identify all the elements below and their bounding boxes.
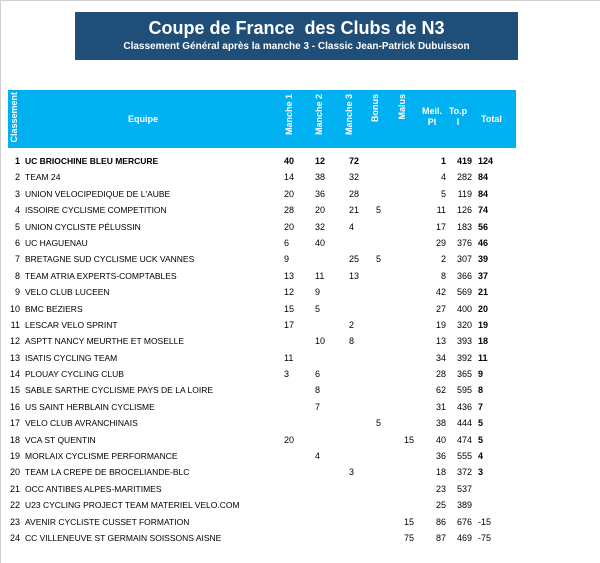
meilleur-place-cell: 34 (435, 352, 446, 363)
manche-1-cell: 20 (284, 188, 295, 199)
total-cell: 5 (478, 418, 484, 429)
meilleur-place-cell: 27 (435, 303, 446, 314)
table-row (8, 251, 516, 267)
team-cell: VCA ST QUENTIN (25, 434, 96, 445)
team-cell: BMC BEZIERS (25, 303, 83, 314)
title-banner (75, 12, 518, 60)
top-place-cell: 320 (456, 319, 472, 330)
manche-3-cell: 72 (349, 156, 360, 166)
top-place-cell: 444 (456, 418, 472, 429)
header-total: Total (481, 114, 502, 124)
team-cell: BRETAGNE SUD CYCLISME UCK VANNES (25, 254, 195, 265)
meilleur-place-cell: 87 (435, 532, 446, 543)
top-place-cell: 555 (456, 451, 472, 462)
meilleur-place-cell: 42 (435, 287, 446, 298)
manche-1-cell: 3 (284, 369, 290, 380)
manche-1-cell: 15 (284, 303, 295, 314)
manche-2-cell: 40 (315, 237, 326, 248)
manche-3-cell: 32 (349, 172, 360, 183)
rank-cell: 14 (9, 369, 20, 380)
header-manche-1: Manche 1 (284, 94, 294, 136)
top-place-cell: 376 (456, 237, 472, 248)
team-cell: U23 CYCLING PROJECT TEAM MATERIEL VELO.COM (25, 500, 240, 511)
bonus-cell: 5 (376, 418, 382, 429)
total-cell: 20 (478, 303, 489, 314)
team-cell: ISSOIRE CYCLISME COMPETITION (25, 205, 167, 216)
rank-cell: 21 (9, 483, 20, 494)
rank-cell: 7 (14, 254, 20, 265)
manche-2-cell: 32 (315, 221, 326, 232)
team-cell: US SAINT HERBLAIN CYCLISME (25, 401, 155, 412)
manche-2-cell: 38 (315, 172, 326, 183)
table-row (8, 464, 516, 480)
table-row (8, 497, 516, 513)
team-cell: CC VILLENEUVE ST GERMAIN SOISSONS AISNE (25, 532, 222, 543)
team-cell: TEAM ATRIA EXPERTS-COMPTABLES (25, 270, 177, 281)
manche-1-cell: 11 (284, 352, 294, 363)
top-place-cell: 419 (456, 156, 472, 166)
team-cell: TEAM LA CREPE DE BROCELIANDE-BLC (25, 467, 190, 478)
rank-cell: 2 (14, 172, 20, 183)
total-cell: 7 (478, 401, 484, 412)
rank-cell: 5 (14, 221, 20, 232)
rank-cell: 20 (9, 467, 20, 478)
total-cell: 18 (478, 336, 489, 347)
table-row (8, 399, 516, 415)
team-cell: UC HAGUENAU (25, 237, 88, 248)
malus-cell: 15 (403, 434, 414, 445)
meilleur-place-cell: 40 (435, 434, 446, 445)
top-place-cell: 537 (456, 483, 472, 494)
table-row (8, 333, 516, 349)
meilleur-place-cell: 17 (435, 221, 446, 232)
team-cell: OCC ANTIBES ALPES-MARITIMES (25, 483, 162, 494)
header-meil-line2: Pl (427, 117, 437, 127)
header-top-place (448, 106, 468, 128)
rank-cell: 8 (14, 270, 20, 281)
rank-cell: 9 (14, 287, 20, 298)
rank-cell: 10 (9, 303, 20, 314)
top-place-cell: 474 (456, 434, 472, 445)
header-malus: Malus (397, 94, 407, 120)
header-manche-2: Manche 2 (314, 94, 324, 136)
manche-1-cell: 12 (284, 287, 295, 298)
meilleur-place-cell: 31 (435, 401, 446, 412)
total-cell: 11 (478, 352, 488, 363)
header-equipe: Equipe (128, 114, 159, 124)
total-cell: 84 (478, 188, 489, 199)
table-header (8, 90, 516, 148)
meilleur-place-cell: 25 (435, 500, 446, 511)
top-place-cell: 282 (456, 172, 472, 183)
top-place-cell: 365 (456, 369, 472, 380)
header-classement: Classement (9, 92, 19, 143)
table-row (8, 317, 516, 333)
total-cell: 37 (478, 270, 489, 281)
meilleur-place-cell: 5 (440, 188, 446, 199)
manche-2-cell: 8 (315, 385, 321, 396)
manche-2-cell: 12 (315, 156, 326, 166)
team-cell: MORLAIX CYCLISME PERFORMANCE (25, 451, 178, 462)
manche-1-cell: 6 (284, 237, 290, 248)
rank-cell: 23 (9, 516, 20, 527)
table-row (8, 186, 516, 202)
total-cell: 19 (478, 319, 489, 330)
top-place-cell: 372 (456, 467, 472, 478)
table-row (8, 202, 516, 218)
manche-2-cell: 11 (315, 270, 325, 281)
top-place-cell: 569 (456, 287, 472, 298)
manche-3-cell: 28 (349, 188, 360, 199)
manche-2-cell: 6 (315, 369, 321, 380)
sheet-gridline-top (0, 0, 600, 1)
top-place-cell: 393 (456, 336, 472, 347)
total-cell: 74 (478, 205, 489, 216)
table-row (8, 481, 516, 497)
rank-cell: 6 (14, 237, 20, 248)
manche-1-cell: 13 (284, 270, 295, 281)
total-cell: 9 (478, 369, 484, 380)
manche-3-cell: 13 (349, 270, 360, 281)
table-row (8, 284, 516, 300)
manche-2-cell: 4 (315, 451, 321, 462)
meilleur-place-cell: 2 (440, 254, 446, 265)
total-cell: -75 (478, 532, 492, 543)
top-place-cell: 366 (456, 270, 472, 281)
rank-cell: 18 (9, 434, 20, 445)
manche-1-cell: 14 (284, 172, 295, 183)
table-row (8, 219, 516, 235)
table-row (8, 235, 516, 251)
total-cell: 21 (478, 287, 489, 298)
header-bonus: Bonus (370, 94, 380, 122)
header-top-line2: l (456, 117, 460, 127)
table-row (8, 415, 516, 431)
manche-3-cell: 21 (349, 205, 360, 216)
manche-2-cell: 10 (315, 336, 326, 347)
manche-2-cell: 36 (315, 188, 326, 199)
team-cell: TEAM 24 (25, 172, 61, 183)
top-place-cell: 183 (456, 221, 472, 232)
meilleur-place-cell: 19 (435, 319, 446, 330)
bonus-cell: 5 (376, 254, 382, 265)
rank-cell: 11 (10, 319, 20, 330)
team-cell: UNION CYCLISTE PÉLUSSIN (25, 221, 141, 232)
standings-table (8, 153, 516, 546)
meilleur-place-cell: 62 (435, 385, 446, 396)
manche-3-cell: 8 (349, 336, 355, 347)
meilleur-place-cell: 86 (435, 516, 446, 527)
meilleur-place-cell: 1 (440, 156, 446, 166)
total-cell: 3 (478, 467, 484, 478)
top-place-cell: 392 (456, 352, 472, 363)
meilleur-place-cell: 23 (435, 483, 446, 494)
rank-cell: 22 (9, 500, 20, 511)
rank-cell: 17 (9, 418, 20, 429)
header-meil-line1: Meil. (422, 106, 443, 116)
meilleur-place-cell: 11 (436, 205, 446, 216)
table-row (8, 432, 516, 448)
team-cell: ISATIS CYCLING TEAM (25, 352, 118, 363)
total-cell: 84 (478, 172, 489, 183)
top-place-cell: 389 (456, 500, 472, 511)
rank-cell: 19 (9, 451, 20, 462)
top-place-cell: 126 (456, 205, 472, 216)
table-row (8, 268, 516, 284)
meilleur-place-cell: 4 (440, 172, 446, 183)
manche-3-cell: 4 (349, 221, 355, 232)
table-row (8, 301, 516, 317)
table-row (8, 448, 516, 464)
top-place-cell: 469 (456, 532, 472, 543)
header-meilleur-place (422, 106, 442, 128)
malus-cell: 75 (403, 532, 414, 543)
manche-1-cell: 20 (284, 434, 295, 445)
meilleur-place-cell: 28 (435, 369, 446, 380)
total-cell: -15 (478, 516, 492, 527)
rank-cell: 4 (14, 205, 20, 216)
team-cell: LESCAR VELO SPRINT (25, 319, 118, 330)
team-cell: ASPTT NANCY MEURTHE ET MOSELLE (25, 336, 185, 347)
team-cell: VELO CLUB AVRANCHINAIS (25, 418, 138, 429)
table-row (8, 514, 516, 530)
manche-1-cell: 40 (284, 156, 295, 166)
top-place-cell: 307 (456, 254, 472, 265)
top-place-cell: 676 (456, 516, 472, 527)
rank-cell: 16 (9, 401, 20, 412)
top-place-cell: 400 (456, 303, 472, 314)
header-top-line1: To.p (448, 106, 468, 116)
manche-2-cell: 20 (315, 205, 326, 216)
rank-cell: 15 (9, 385, 20, 396)
manche-1-cell: 9 (284, 254, 290, 265)
team-cell: UC BRIOCHINE BLEU MERCURE (25, 156, 159, 166)
table-row (8, 530, 516, 546)
team-cell: UNION VELOCIPEDIQUE DE L'AUBE (25, 188, 171, 199)
team-cell: SABLE SARTHE CYCLISME PAYS DE LA LOIRE (25, 385, 214, 396)
total-cell: 4 (478, 451, 484, 462)
team-cell: VELO CLUB LUCEEN (25, 287, 110, 298)
total-cell: 46 (478, 237, 489, 248)
team-cell: PLOUAY CYCLING CLUB (25, 369, 124, 380)
rank-cell: 12 (9, 336, 20, 347)
manche-1-cell: 17 (284, 319, 295, 330)
page-subtitle: Classement Général après la manche 3 - Classic Jean-Patrick Dubuisson (123, 41, 470, 52)
table-row (8, 169, 516, 185)
total-cell: 8 (478, 385, 484, 396)
rank-cell: 13 (9, 352, 20, 363)
total-cell: 56 (478, 221, 489, 232)
rank-cell: 24 (9, 532, 20, 543)
top-place-cell: 119 (457, 188, 472, 199)
meilleur-place-cell: 13 (435, 336, 446, 347)
table-row (8, 382, 516, 398)
manche-2-cell: 5 (315, 303, 321, 314)
top-place-cell: 595 (456, 385, 472, 396)
table-row (8, 153, 516, 169)
manche-3-cell: 25 (349, 254, 360, 265)
header-manche-3: Manche 3 (344, 94, 354, 136)
table-row (8, 366, 516, 382)
manche-3-cell: 3 (349, 467, 355, 478)
table-row (8, 350, 516, 366)
top-place-cell: 436 (456, 401, 472, 412)
meilleur-place-cell: 18 (435, 467, 446, 478)
manche-3-cell: 2 (349, 319, 355, 330)
meilleur-place-cell: 38 (435, 418, 446, 429)
total-cell: 39 (478, 254, 489, 265)
manche-1-cell: 20 (284, 221, 295, 232)
total-cell: 5 (478, 434, 484, 445)
total-cell: 124 (478, 156, 494, 166)
rank-cell: 3 (14, 188, 20, 199)
sheet-gridline-left (0, 0, 1, 563)
bonus-cell: 5 (376, 205, 382, 216)
team-cell: AVENIR CYCLISTE CUSSET FORMATION (25, 516, 190, 527)
rank-cell: 1 (14, 156, 20, 166)
manche-1-cell: 28 (284, 205, 295, 216)
malus-cell: 15 (403, 516, 414, 527)
page-title: Coupe de France des Clubs de N3 (148, 18, 445, 38)
meilleur-place-cell: 8 (440, 270, 446, 281)
meilleur-place-cell: 29 (435, 237, 446, 248)
meilleur-place-cell: 36 (435, 451, 446, 462)
manche-2-cell: 9 (315, 287, 321, 298)
manche-2-cell: 7 (315, 401, 321, 412)
